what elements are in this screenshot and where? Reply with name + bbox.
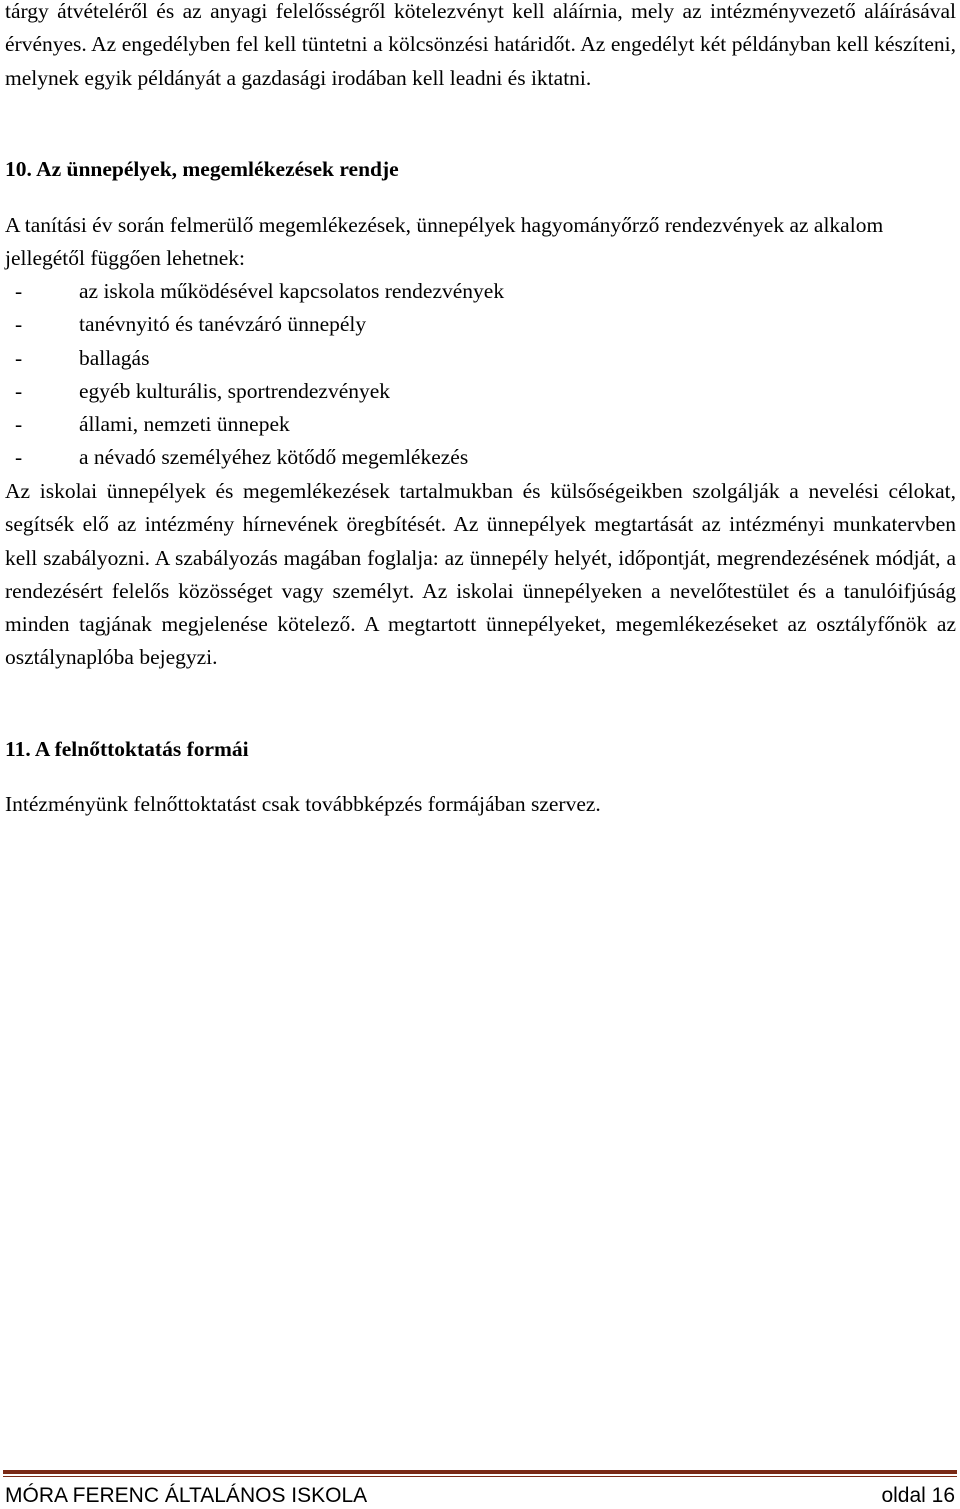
footer-school-name: MÓRA FERENC ÁLTALÁNOS ISKOLA — [5, 1484, 368, 1507]
dash-marker: - — [15, 345, 23, 370]
footer-rule-thin — [3, 1476, 957, 1477]
list-item-text: állami, nemzeti ünnepek — [79, 412, 290, 437]
section-11-body: Intézményünk felnőttoktatást csak továbbképzés formájában szervez. — [5, 792, 601, 816]
list-item — [5, 342, 956, 375]
section-10-intro: A tanítási év során felmerülő megemlékezések, ünnepélyek hagyományőrző rendezvények az alkalom jellegétől függően lehetnek: — [5, 213, 884, 271]
list-item — [5, 441, 956, 474]
dash-marker: - — [15, 445, 23, 470]
list-item-text: egyéb kulturális, sportrendezvények — [79, 378, 391, 403]
dash-marker: - — [15, 378, 23, 403]
list-item-text: az iskola működésével kapcsolatos rendezvények — [79, 279, 505, 303]
section-11-heading: 11. A felnőttoktatás formái — [5, 737, 249, 761]
footer-page-number: oldal 16 — [881, 1484, 955, 1507]
section-10-heading: 10. Az ünnepélyek, megemlékezések rendje — [5, 157, 399, 181]
section-10-body: Az iskolai ünnepélyek és megemlékezések tartalmukban és külsőségeikben szolgálják a nevelési célokat, segítsék elő az intézmény hírnevének öregbítését. Az ünnepélyek megtartását az intézményi munkatervben kell szabályozni. A szabályozás magában foglalja: az ünnepély helyét, időpontját, megrendezésének módját, a rendezésért felelős közösséget vagy személyt. Az iskolai ünnepélyeken a nevelőtestület és a tanulóifjúság minden tagjának megjelenése kötelező. A megtartott ünnepélyeket, megemlékezéseket az osztályfőnök az osztálynaplóba bejegyzi. — [5, 479, 956, 670]
list-item-text: tanévnyitó és tanévzáró ünnepély — [79, 312, 367, 337]
footer-rule — [3, 1470, 957, 1474]
dash-marker: - — [15, 312, 23, 337]
list-item — [5, 408, 956, 441]
list-item-text: ballagás — [79, 345, 150, 370]
dash-marker: - — [15, 412, 23, 437]
list-item-text: a névadó személyéhez kötődő megemlékezés — [79, 445, 469, 470]
events-list — [5, 275, 956, 475]
list-item — [5, 308, 956, 341]
intro-paragraph: tárgy átvételéről és az anyagi felelősségről kötelezvényt kell aláírnia, mely az intézményvezető aláírásával érvényes. Az engedélyben fel kell tüntetni a kölcsönzési határidőt. Az engedélyt két példányban kell készíteni, melynek egyik példányát a gazdasági irodában kell leadni és iktatni. — [5, 0, 956, 90]
dash-marker: - — [15, 279, 23, 303]
list-item — [5, 375, 956, 408]
list-item — [5, 275, 956, 308]
